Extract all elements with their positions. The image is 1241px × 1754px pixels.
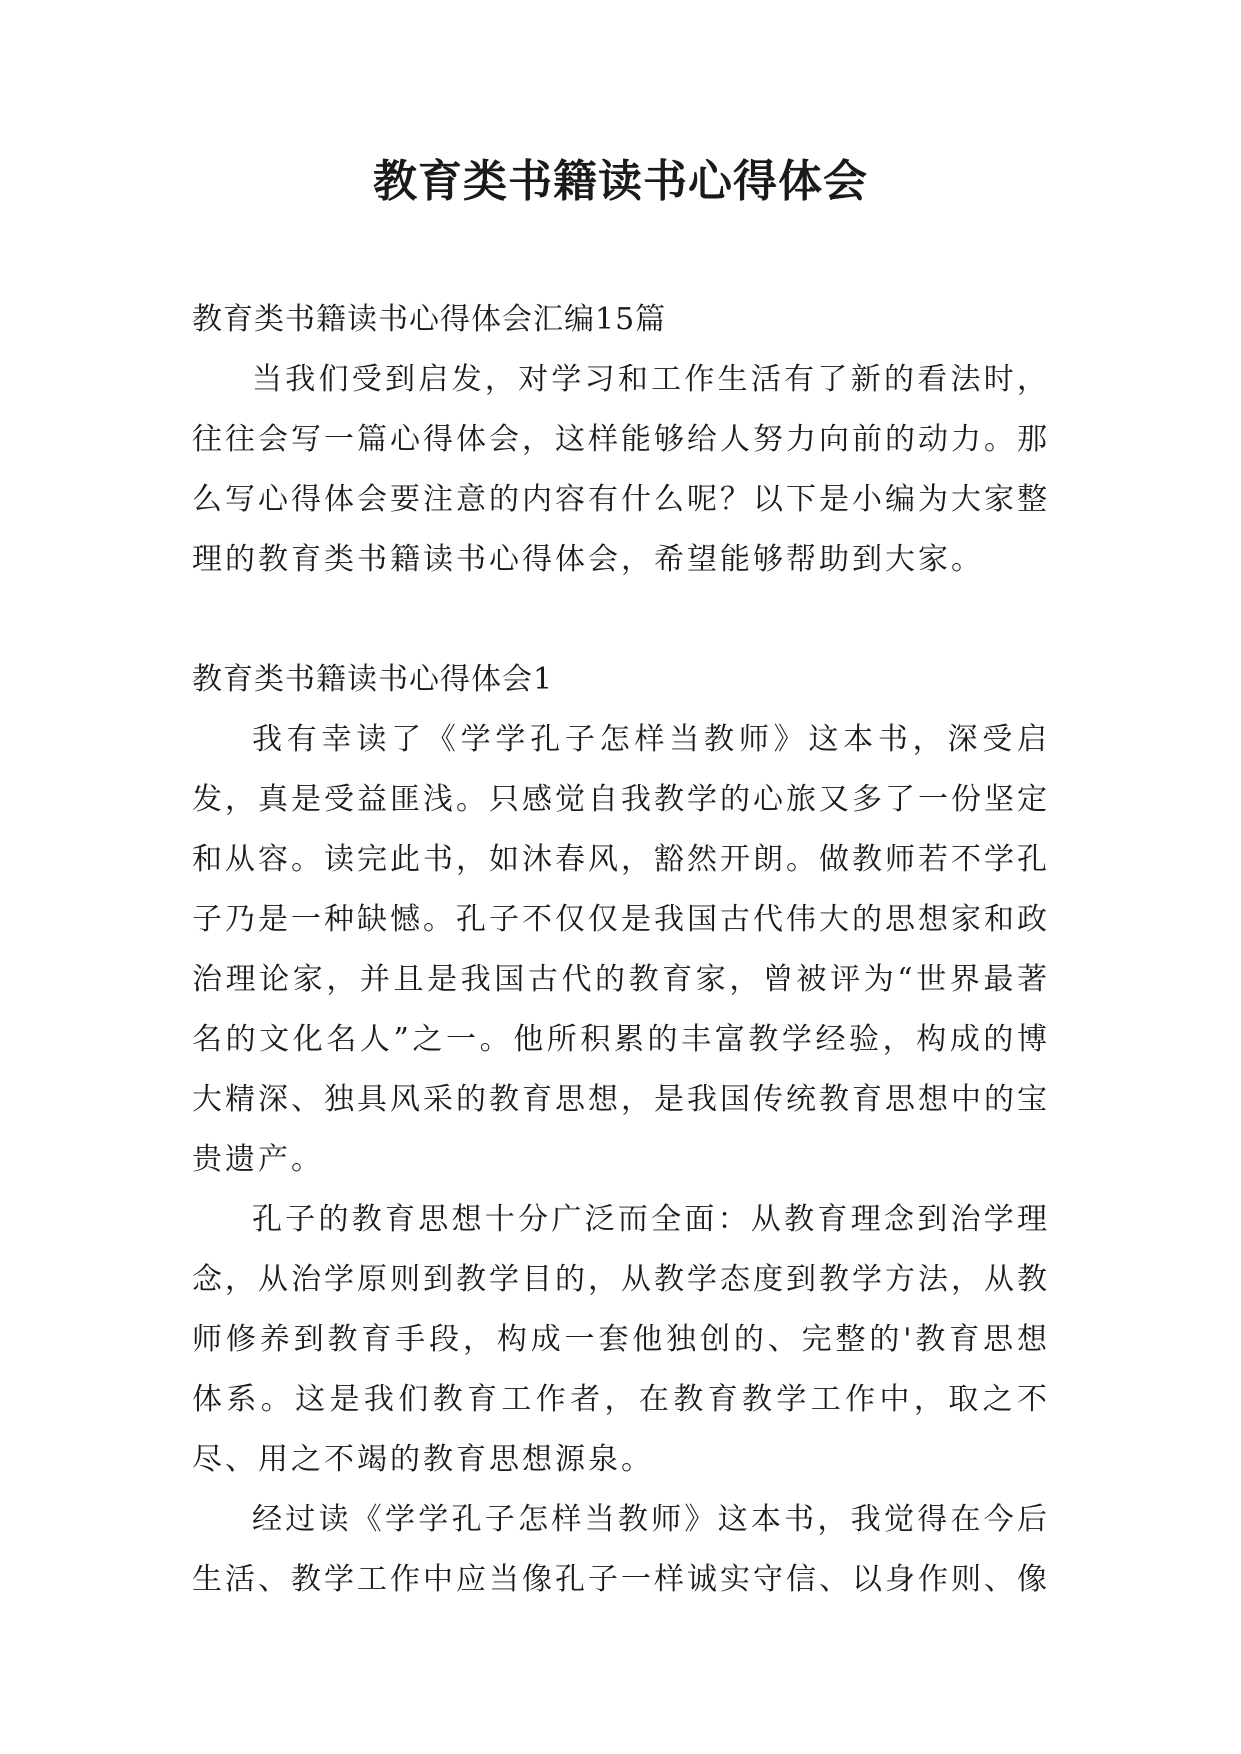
section-heading: 教育类书籍读书心得体会1 [192, 662, 554, 697]
body-paragraph: 我有幸读了《学学孔子怎样当教师》这本书，深受启发，真是受益匪浅。只感觉自我教学的心旅又多了一份坚定和从容。读完此书，如沐春风，豁然开朗。做教师若不学孔子乃是一种缺憾。孔子不仅仅是我国古代伟大的思想家和政治理论家，并且是我国古代的教育家，曾被评为“世界最著名的文化名人”之一。他所积累的丰富教学经验，构成的博大精深、独具风采的教育思想，是我国传统教育思想中的宝贵遗产。 [192, 722, 1050, 1177]
intro-paragraph: 当我们受到启发，对学习和工作生活有了新的看法时，往往会写一篇心得体会，这样能够给人努力向前的动力。那么写心得体会要注意的内容有什么呢？以下是小编为大家整理的教育类书籍读书心得体会，希望能够帮助到大家。 [192, 362, 1050, 577]
page-title: 教育类书籍读书心得体会 [373, 156, 868, 207]
body-paragraph: 经过读《学学孔子怎样当教师》这本书，我觉得在今后生活、教学工作中应当像孔子一样诚实守信、以身作则、像 [192, 1502, 1050, 1597]
document-subtitle: 教育类书籍读书心得体会汇编15篇 [192, 302, 667, 337]
body-paragraph: 孔子的教育思想十分广泛而全面：从教育理念到治学理念，从治学原则到教学目的，从教学态度到教学方法，从教师修养到教育手段，构成一套他独创的、完整的'教育思想体系。这是我们教育工作者，在教育教学工作中，取之不尽、用之不竭的教育思想源泉。 [192, 1202, 1050, 1477]
document-body [192, 290, 1050, 1610]
